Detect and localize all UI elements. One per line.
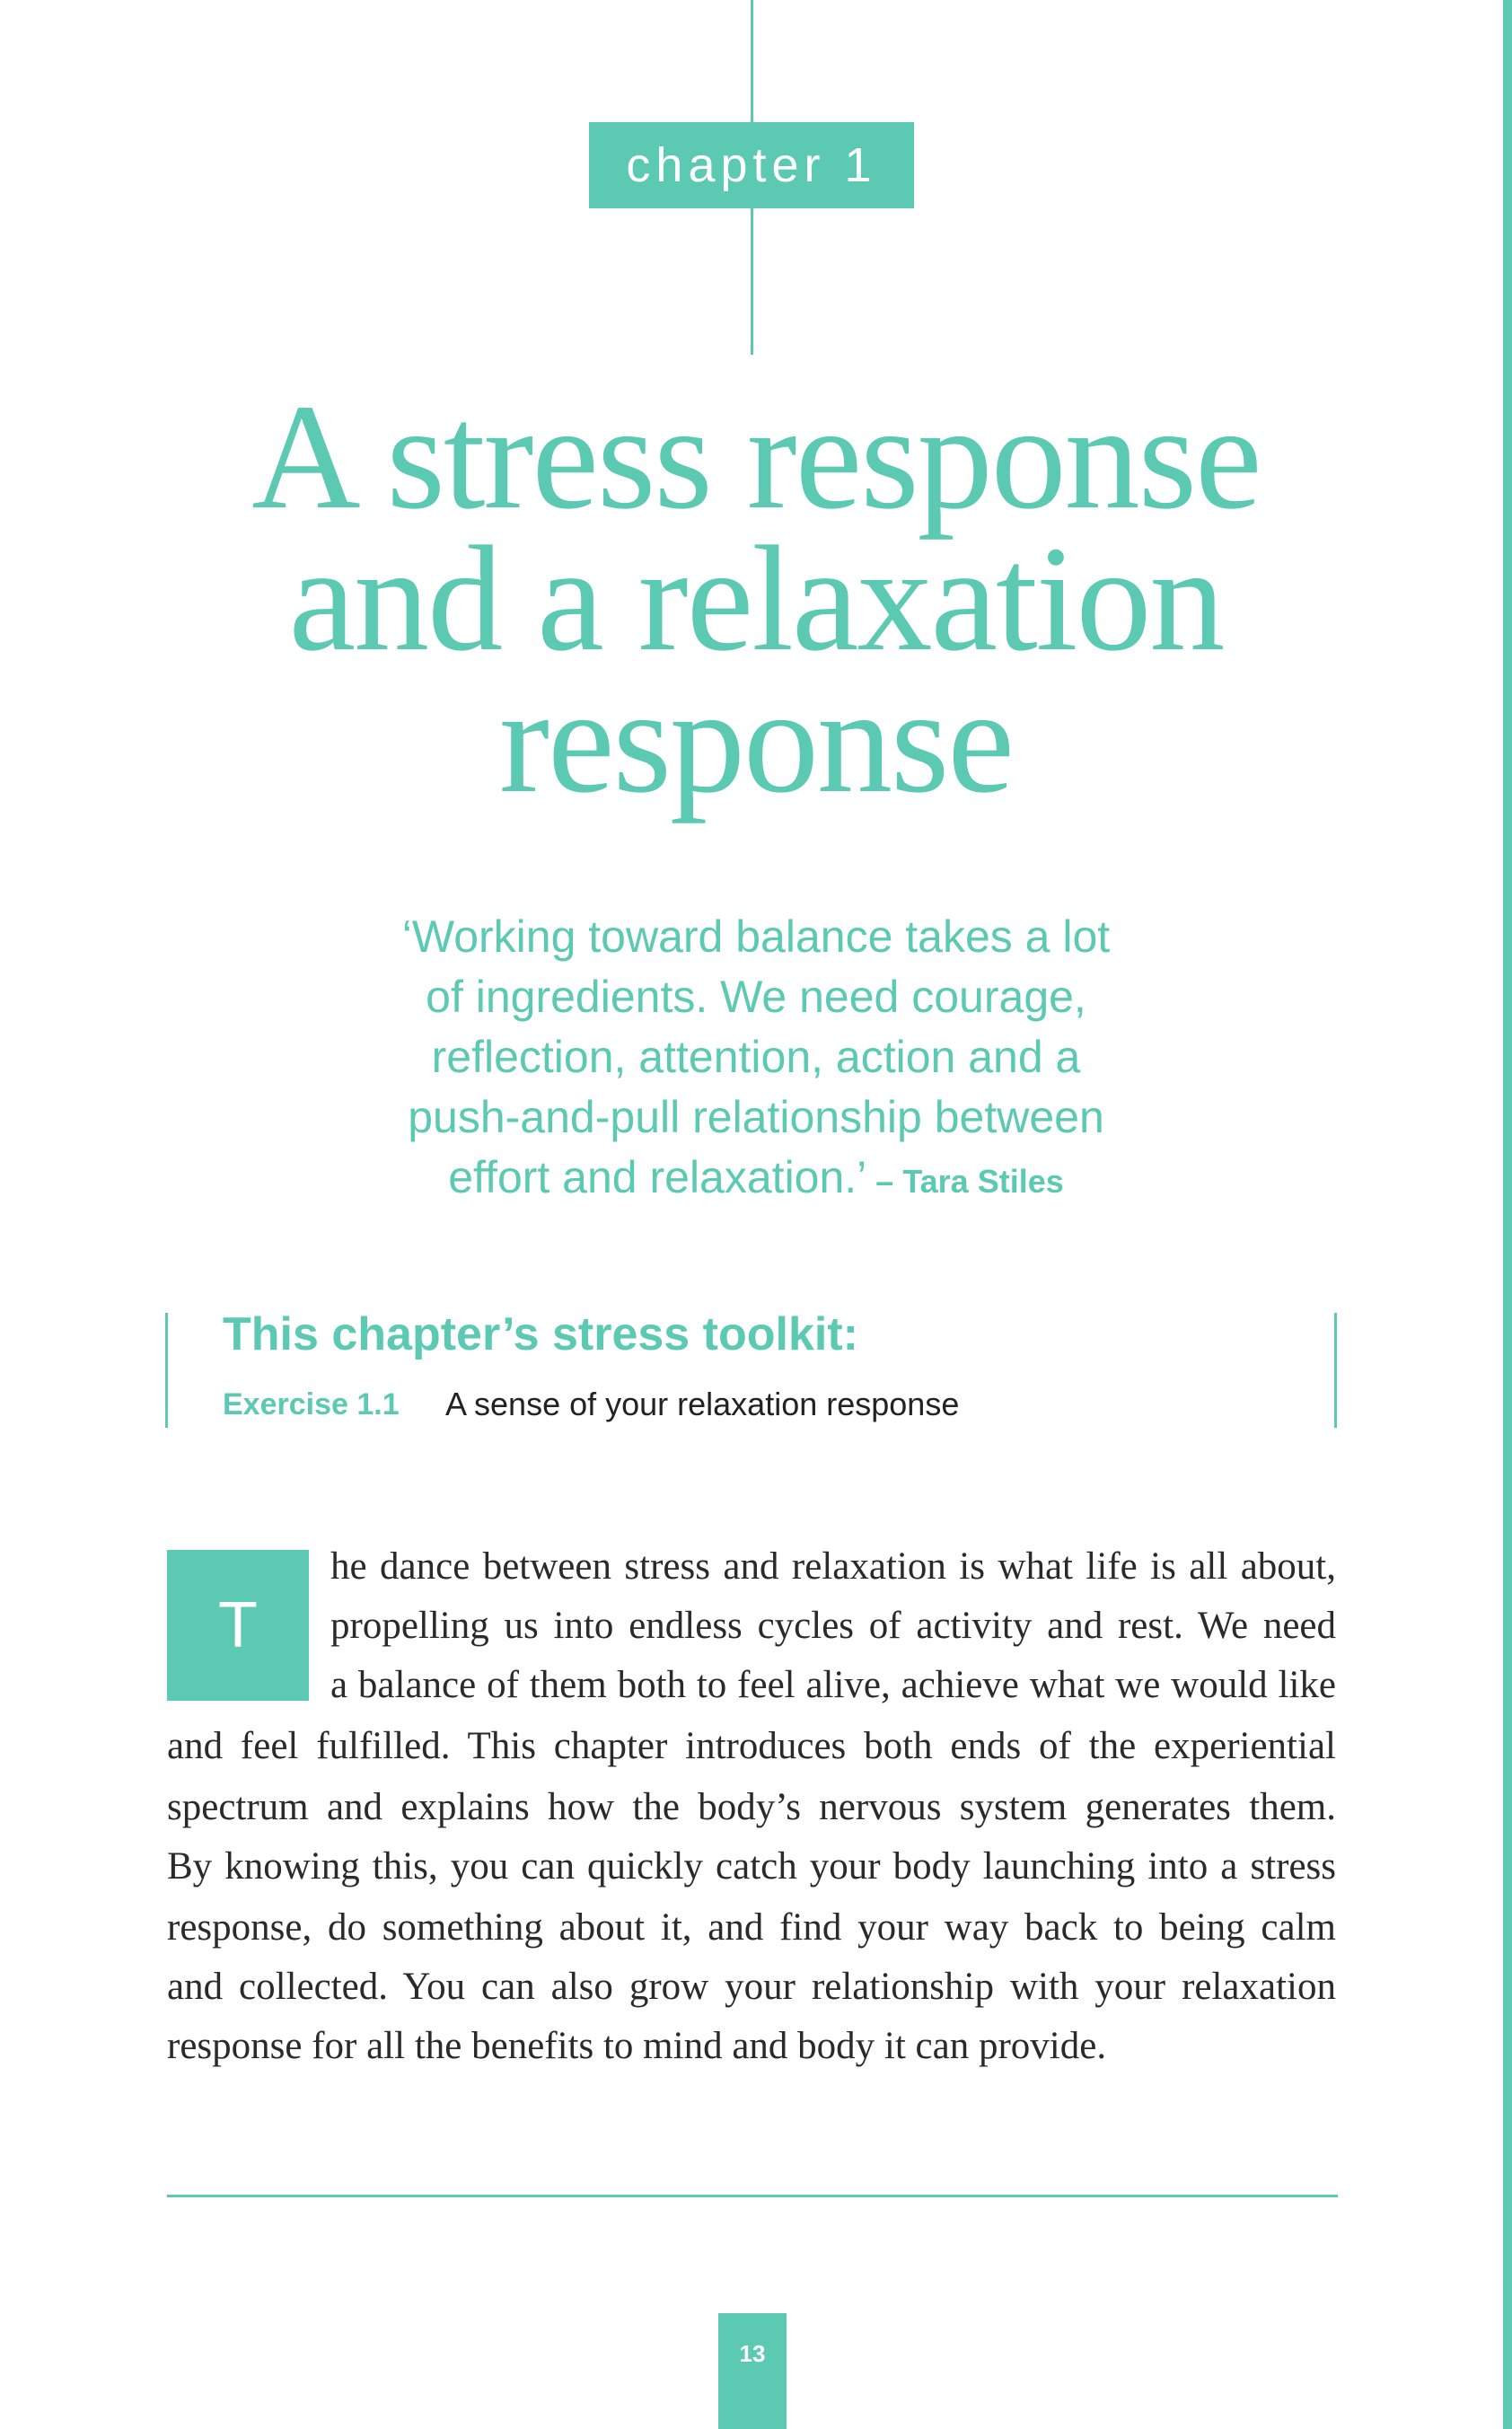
quote-author: – Tara Stiles xyxy=(866,1163,1064,1200)
chapter-title-line: A stress response xyxy=(251,374,1261,541)
body-text-line: he dance between stress and relaxation is what life is all about, xyxy=(330,1545,1336,1588)
quote-line: effort and relaxation.’ xyxy=(448,1152,867,1202)
page-number: 13 xyxy=(718,2313,787,2429)
quote-line: reflection, attention, action and a xyxy=(431,1032,1081,1082)
chapter-title-line: response xyxy=(499,657,1013,824)
quote-line: of ingredients. We need courage, xyxy=(426,972,1086,1022)
toolkit-right-bar xyxy=(1334,1313,1337,1428)
page-edge-stripe xyxy=(1503,0,1512,2429)
drop-cap: T xyxy=(167,1550,309,1701)
quote-line: push-and-pull relationship between xyxy=(408,1092,1104,1142)
epigraph-quote xyxy=(251,907,1261,1211)
chapter-title xyxy=(108,374,1404,824)
body-text-line: response, do something about it, and find your way back to being calm xyxy=(167,1906,1336,1949)
footer-rule xyxy=(167,2195,1338,2197)
chapter-title-line: and a relaxation xyxy=(288,515,1224,682)
exercise-title: A sense of your relaxation response xyxy=(445,1386,960,1422)
chapter-label: chapter 1 xyxy=(589,122,914,208)
body-text-line: propelling us into endless cycles of activity and rest. We need xyxy=(330,1605,1336,1647)
toolkit-left-bar xyxy=(165,1313,168,1428)
quote-line-last xyxy=(251,1148,1261,1211)
toolkit-heading: This chapter’s stress toolkit: xyxy=(223,1308,858,1360)
body-text-line: a balance of them both to feel alive, achieve what we would like xyxy=(330,1664,1336,1706)
body-text-line: spectrum and explains how the body’s nervous system generates them. xyxy=(167,1786,1336,1828)
body-text-line: and feel fulfilled. This chapter introduces both ends of the experiential xyxy=(167,1725,1336,1767)
body-text-line: By knowing this, you can quickly catch your body launching into a stress xyxy=(167,1845,1336,1888)
quote-line: ‘Working toward balance takes a lot xyxy=(401,911,1111,962)
body-text-line: response for all the benefits to mind and body it can provide. xyxy=(167,2025,1107,2067)
body-text-line: and collected. You can also grow your relationship with your relaxation xyxy=(167,1966,1336,2008)
exercise-number: Exercise 1.1 xyxy=(223,1387,400,1421)
